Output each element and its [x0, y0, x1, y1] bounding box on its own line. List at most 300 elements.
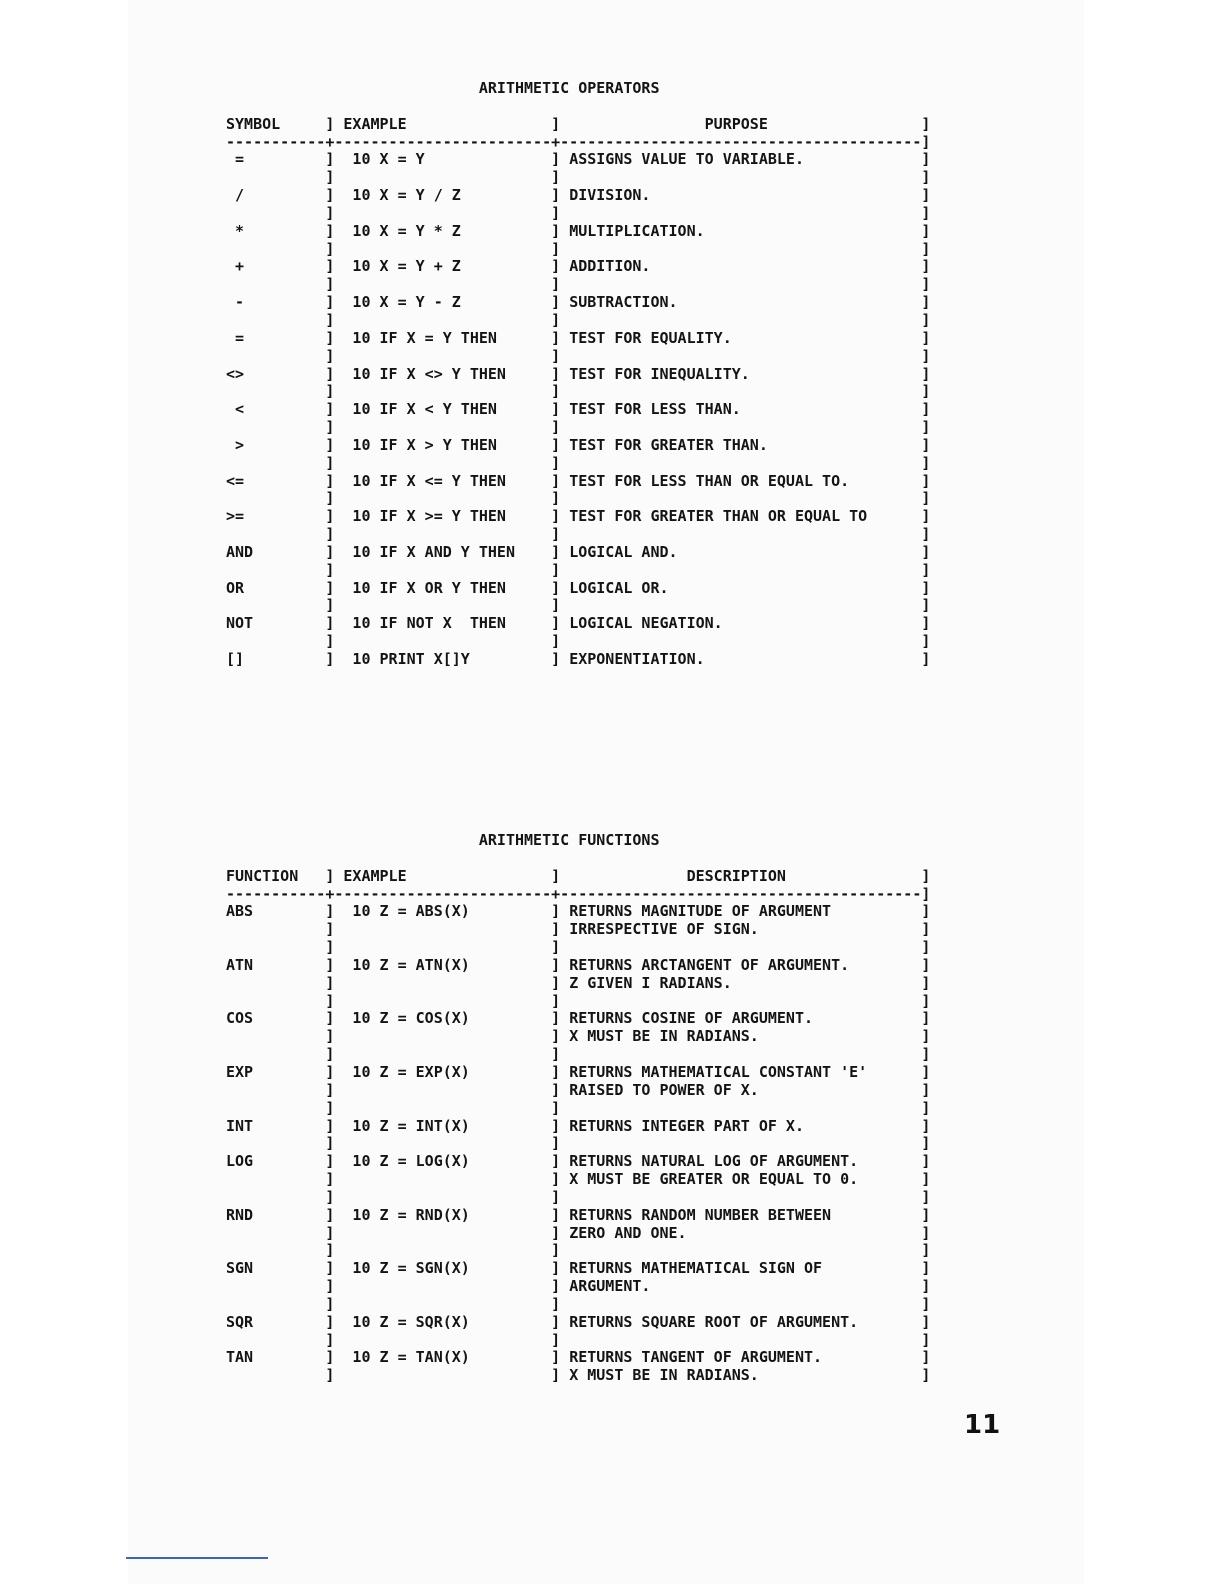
symbol-cell: SGN: [226, 1259, 317, 1278]
table-header-row: [226, 115, 930, 133]
column-separator: ]: [921, 239, 931, 258]
table-row: [226, 1063, 930, 1099]
description-cell: RETURNS MATHEMATICAL SIGN OF: [569, 1259, 913, 1278]
column-separator: ]: [921, 920, 931, 939]
table-row: [226, 1313, 930, 1331]
symbol-cell: OR: [226, 578, 317, 597]
table-row: [226, 186, 930, 204]
symbol-cell: NOT: [226, 614, 317, 633]
column-separator: ]: [551, 1080, 561, 1099]
row-spacer: [226, 1295, 930, 1313]
column-separator: ]: [325, 239, 335, 258]
table-row: [226, 1259, 930, 1295]
column-separator: ]: [921, 453, 931, 472]
row-spacer: [226, 1331, 930, 1349]
column-separator: ]: [325, 1277, 335, 1296]
column-separator: ]: [921, 400, 931, 419]
example-cell: 10 IF X OR Y THEN: [343, 578, 543, 597]
symbol-cell: INT: [226, 1116, 317, 1135]
symbol-cell: >: [226, 435, 317, 454]
column-separator: ]: [551, 1027, 561, 1046]
table-row: [226, 956, 930, 992]
column-separator: ]: [551, 400, 561, 419]
column-separator: ]: [551, 364, 561, 383]
row-spacer: [226, 938, 930, 956]
example-cell: 10 Z = EXP(X): [343, 1062, 543, 1081]
column-separator: ]: [325, 525, 335, 544]
column-separator: ]: [551, 1259, 561, 1278]
table-title-line: [226, 79, 660, 97]
table-row: [226, 614, 930, 632]
column-separator: ]: [921, 902, 931, 921]
column-separator: ]: [551, 114, 561, 133]
example-cell: 10 IF X = Y THEN: [343, 328, 543, 347]
description-cell: RETURNS NATURAL LOG OF ARGUMENT.: [569, 1152, 913, 1171]
description-cell: X MUST BE GREATER OR EQUAL TO 0.: [569, 1170, 913, 1189]
description-cell: SUBTRACTION.: [569, 293, 913, 312]
table-row: [226, 1009, 930, 1045]
description-cell: ADDITION.: [569, 257, 913, 276]
row-spacer: [226, 347, 930, 365]
column-separator: ]: [325, 293, 335, 312]
column-separator: ]: [551, 1098, 561, 1117]
column-separator: ]: [551, 328, 561, 347]
column-separator: ]: [921, 1062, 931, 1081]
row-spacer: [226, 632, 930, 650]
column-separator: ]: [551, 542, 561, 561]
example-cell: 10 IF X <> Y THEN: [343, 364, 543, 383]
page-number: 11: [964, 1410, 1001, 1440]
column-separator: ]: [325, 1259, 335, 1278]
row-spacer: [226, 489, 930, 507]
row-spacer: [226, 418, 930, 436]
column-separator: ]: [551, 150, 561, 169]
symbol-cell: <>: [226, 364, 317, 383]
column-separator: ]: [551, 578, 561, 597]
column-separator: ]: [325, 221, 335, 240]
column-separator: ]: [921, 310, 931, 329]
column-separator: ]: [921, 346, 931, 365]
column-separator: ]: [921, 973, 931, 992]
description-cell: RETURNS INTEGER PART OF X.: [569, 1116, 913, 1135]
example-cell: 10 PRINT X[]Y: [343, 650, 543, 668]
table-row: [226, 400, 930, 418]
example-cell: 10 IF X <= Y THEN: [343, 471, 543, 490]
symbol-cell: =: [226, 150, 317, 169]
symbol-cell: COS: [226, 1009, 317, 1028]
description-cell: ARGUMENT.: [569, 1277, 913, 1296]
column-separator: ]: [551, 239, 561, 258]
column-separator: ]: [551, 632, 561, 651]
column-separator: ]: [325, 1027, 335, 1046]
example-cell: 10 X = Y / Z: [343, 186, 543, 205]
example-cell: 10 Z = LOG(X): [343, 1152, 543, 1171]
column-separator: ]: [325, 1134, 335, 1153]
column-separator: ]: [921, 578, 931, 597]
row-spacer: [226, 1045, 930, 1063]
column-separator: ]: [325, 186, 335, 205]
table-row: [226, 507, 930, 525]
column-header: PURPOSE: [569, 114, 913, 133]
example-cell: 10 Z = ABS(X): [343, 902, 543, 921]
column-separator: ]: [325, 382, 335, 401]
column-separator: ]: [551, 902, 561, 921]
description-cell: TEST FOR GREATER THAN.: [569, 435, 913, 454]
example-cell: 10 X = Y: [343, 150, 543, 169]
column-separator: ]: [325, 542, 335, 561]
column-separator: ]: [325, 507, 335, 526]
header-rule: -----------+------------------------+----------------------------------------]: [226, 132, 931, 151]
column-separator: ]: [551, 293, 561, 312]
description-cell: LOGICAL OR.: [569, 578, 913, 597]
column-separator: ]: [551, 221, 561, 240]
column-separator: ]: [921, 596, 931, 615]
column-separator: ]: [551, 257, 561, 276]
column-separator: ]: [551, 866, 561, 885]
table-title-line: [226, 831, 660, 849]
column-separator: ]: [551, 1223, 561, 1242]
table-row: [226, 365, 930, 383]
column-separator: ]: [325, 310, 335, 329]
column-separator: ]: [325, 471, 335, 490]
column-separator: ]: [551, 1045, 561, 1064]
column-separator: ]: [551, 596, 561, 615]
column-separator: ]: [325, 578, 335, 597]
column-separator: ]: [921, 328, 931, 347]
table-row: [226, 257, 930, 275]
row-spacer: [226, 1188, 930, 1206]
description-cell: LOGICAL AND.: [569, 542, 913, 561]
column-separator: ]: [325, 168, 335, 187]
symbol-cell: =: [226, 328, 317, 347]
column-separator: ]: [325, 1187, 335, 1206]
column-separator: ]: [325, 489, 335, 508]
example-cell: 10 IF X > Y THEN: [343, 435, 543, 454]
column-separator: ]: [921, 471, 931, 490]
column-separator: ]: [325, 364, 335, 383]
column-separator: ]: [551, 1366, 561, 1385]
column-separator: ]: [551, 650, 561, 668]
column-separator: ]: [551, 275, 561, 294]
description-cell: TEST FOR INEQUALITY.: [569, 364, 913, 383]
symbol-cell: >=: [226, 507, 317, 526]
column-header: SYMBOL: [226, 114, 317, 133]
column-separator: ]: [551, 168, 561, 187]
column-separator: ]: [325, 346, 335, 365]
column-separator: ]: [325, 275, 335, 294]
example-cell: 10 Z = ATN(X): [343, 955, 543, 974]
column-separator: ]: [921, 168, 931, 187]
row-spacer: [226, 992, 930, 1010]
column-separator: ]: [921, 1080, 931, 1099]
column-separator: ]: [325, 418, 335, 437]
column-separator: ]: [921, 221, 931, 240]
row-spacer: [226, 561, 930, 579]
column-separator: ]: [921, 203, 931, 222]
symbol-cell: -: [226, 293, 317, 312]
symbol-cell: /: [226, 186, 317, 205]
description-cell: RAISED TO POWER OF X.: [569, 1080, 913, 1099]
example-cell: 10 Z = COS(X): [343, 1009, 543, 1028]
column-separator: ]: [325, 1170, 335, 1189]
column-separator: ]: [551, 471, 561, 490]
table-header-row: [226, 867, 930, 885]
column-header: FUNCTION: [226, 866, 317, 885]
column-separator: ]: [551, 382, 561, 401]
symbol-cell: LOG: [226, 1152, 317, 1171]
column-separator: ]: [921, 1312, 931, 1331]
column-separator: ]: [921, 938, 931, 957]
column-separator: ]: [325, 1366, 335, 1385]
row-spacer: [226, 275, 930, 293]
table-row: [226, 1152, 930, 1188]
column-separator: ]: [325, 866, 335, 885]
symbol-cell: RND: [226, 1205, 317, 1224]
column-separator: ]: [921, 991, 931, 1010]
description-cell: EXPONENTIATION.: [569, 650, 913, 668]
row-spacer: [226, 204, 930, 222]
column-separator: ]: [921, 955, 931, 974]
column-separator: ]: [921, 186, 931, 205]
column-separator: ]: [551, 1330, 561, 1349]
example-cell: 10 X = Y + Z: [343, 257, 543, 276]
row-spacer: [226, 1134, 930, 1152]
row-spacer: [226, 1099, 930, 1117]
column-separator: ]: [921, 114, 931, 133]
column-separator: ]: [551, 489, 561, 508]
table-row: [226, 1206, 930, 1242]
table-row: [226, 650, 930, 668]
column-separator: ]: [921, 866, 931, 885]
column-header: EXAMPLE: [343, 866, 543, 885]
column-separator: ]: [551, 1348, 561, 1367]
column-separator: ]: [325, 560, 335, 579]
column-separator: ]: [325, 614, 335, 633]
example-cell: 10 IF X >= Y THEN: [343, 507, 543, 526]
description-cell: DIVISION.: [569, 186, 913, 205]
column-separator: ]: [551, 453, 561, 472]
column-separator: ]: [325, 1241, 335, 1260]
column-separator: ]: [325, 650, 335, 668]
column-separator: ]: [551, 991, 561, 1010]
column-separator: ]: [325, 1062, 335, 1081]
description-cell: MULTIPLICATION.: [569, 221, 913, 240]
column-separator: ]: [921, 1366, 931, 1385]
column-separator: ]: [921, 1045, 931, 1064]
column-separator: ]: [921, 507, 931, 526]
description-cell: RETURNS RANDOM NUMBER BETWEEN: [569, 1205, 913, 1224]
column-separator: ]: [921, 525, 931, 544]
example-cell: 10 X = Y - Z: [343, 293, 543, 312]
column-separator: ]: [325, 1098, 335, 1117]
column-separator: ]: [551, 1205, 561, 1224]
column-separator: ]: [551, 1187, 561, 1206]
symbol-cell: AND: [226, 542, 317, 561]
table-row: [226, 293, 930, 311]
column-separator: ]: [921, 650, 931, 668]
column-separator: ]: [921, 1348, 931, 1367]
column-separator: ]: [921, 1098, 931, 1117]
column-separator: ]: [325, 973, 335, 992]
row-spacer: [226, 596, 930, 614]
column-separator: ]: [325, 632, 335, 651]
column-separator: ]: [921, 1330, 931, 1349]
table-row: [226, 436, 930, 454]
table-title: ARITHMETIC FUNCTIONS: [478, 831, 660, 849]
column-separator: ]: [551, 1134, 561, 1153]
table-row: [226, 579, 930, 597]
column-separator: ]: [325, 1045, 335, 1064]
description-cell: IRRESPECTIVE OF SIGN.: [569, 920, 913, 939]
description-cell: RETURNS ARCTANGENT OF ARGUMENT.: [569, 955, 913, 974]
column-separator: ]: [921, 275, 931, 294]
description-cell: TEST FOR EQUALITY.: [569, 328, 913, 347]
column-separator: ]: [921, 1152, 931, 1171]
column-separator: ]: [921, 257, 931, 276]
row-spacer: [226, 382, 930, 400]
description-cell: RETURNS MAGNITUDE OF ARGUMENT: [569, 902, 913, 921]
description-cell: X MUST BE IN RADIANS.: [569, 1027, 913, 1046]
column-separator: ]: [921, 435, 931, 454]
table-row: [226, 543, 930, 561]
description-cell: RETURNS SQUARE ROOT OF ARGUMENT.: [569, 1312, 913, 1331]
column-separator: ]: [325, 955, 335, 974]
description-cell: TEST FOR LESS THAN OR EQUAL TO.: [569, 471, 913, 490]
column-separator: ]: [921, 1134, 931, 1153]
column-separator: ]: [325, 114, 335, 133]
symbol-cell: <=: [226, 471, 317, 490]
column-separator: ]: [325, 435, 335, 454]
column-separator: ]: [325, 1348, 335, 1367]
column-separator: ]: [921, 150, 931, 169]
symbol-cell: +: [226, 257, 317, 276]
symbol-cell: TAN: [226, 1348, 317, 1367]
table-row: [226, 902, 930, 938]
column-separator: ]: [921, 1259, 931, 1278]
column-separator: ]: [551, 1277, 561, 1296]
column-separator: ]: [551, 1241, 561, 1260]
row-spacer: [226, 1241, 930, 1259]
column-separator: ]: [921, 1009, 931, 1028]
symbol-cell: <: [226, 400, 317, 419]
column-separator: ]: [325, 902, 335, 921]
column-separator: ]: [325, 400, 335, 419]
column-separator: ]: [551, 186, 561, 205]
column-separator: ]: [551, 1170, 561, 1189]
example-cell: 10 Z = SQR(X): [343, 1312, 543, 1331]
column-separator: ]: [551, 560, 561, 579]
column-separator: ]: [325, 1009, 335, 1028]
example-cell: 10 IF X AND Y THEN: [343, 542, 543, 561]
column-separator: ]: [551, 920, 561, 939]
symbol-cell: EXP: [226, 1062, 317, 1081]
row-spacer: [226, 168, 930, 186]
example-cell: 10 IF X < Y THEN: [343, 400, 543, 419]
column-separator: ]: [325, 203, 335, 222]
column-separator: ]: [921, 560, 931, 579]
column-separator: ]: [325, 596, 335, 615]
column-separator: ]: [921, 614, 931, 633]
column-separator: ]: [551, 418, 561, 437]
row-spacer: [226, 525, 930, 543]
column-separator: ]: [551, 614, 561, 633]
column-separator: ]: [325, 1205, 335, 1224]
table-title: ARITHMETIC OPERATORS: [478, 79, 660, 97]
column-separator: ]: [325, 1330, 335, 1349]
column-separator: ]: [551, 973, 561, 992]
description-cell: ASSIGNS VALUE TO VARIABLE.: [569, 150, 913, 169]
column-separator: ]: [921, 1241, 931, 1260]
example-cell: 10 IF NOT X THEN: [343, 614, 543, 633]
description-cell: TEST FOR LESS THAN.: [569, 400, 913, 419]
example-cell: 10 Z = SGN(X): [343, 1259, 543, 1278]
description-cell: ZERO AND ONE.: [569, 1223, 913, 1242]
column-separator: ]: [551, 525, 561, 544]
column-separator: ]: [551, 346, 561, 365]
column-separator: ]: [325, 1080, 335, 1099]
column-separator: ]: [921, 1116, 931, 1135]
table-row: [226, 1117, 930, 1135]
column-separator: ]: [551, 435, 561, 454]
example-cell: 10 Z = RND(X): [343, 1205, 543, 1224]
column-separator: ]: [325, 1294, 335, 1313]
column-separator: ]: [921, 1027, 931, 1046]
example-cell: 10 X = Y * Z: [343, 221, 543, 240]
row-spacer: [226, 454, 930, 472]
column-separator: ]: [551, 938, 561, 957]
description-cell: X MUST BE IN RADIANS.: [569, 1366, 913, 1385]
column-separator: ]: [551, 203, 561, 222]
arithmetic-functions-table: [226, 832, 930, 1385]
column-separator: ]: [921, 542, 931, 561]
header-rule: -----------+------------------------+----------------------------------------]: [226, 884, 931, 903]
column-separator: ]: [551, 507, 561, 526]
column-separator: ]: [921, 1277, 931, 1296]
column-separator: ]: [325, 920, 335, 939]
column-separator: ]: [921, 1187, 931, 1206]
column-separator: ]: [551, 955, 561, 974]
table-row: [226, 222, 930, 240]
column-separator: ]: [325, 150, 335, 169]
table-row: [226, 472, 930, 490]
description-cell: TEST FOR GREATER THAN OR EQUAL TO: [569, 507, 913, 526]
column-header: DESCRIPTION: [569, 866, 913, 885]
column-separator: ]: [551, 310, 561, 329]
column-separator: ]: [325, 1223, 335, 1242]
arithmetic-operators-table: [226, 80, 930, 669]
description-cell: Z GIVEN I RADIANS.: [569, 973, 913, 992]
column-separator: ]: [551, 1009, 561, 1028]
row-spacer: [226, 311, 930, 329]
example-cell: 10 Z = INT(X): [343, 1116, 543, 1135]
symbol-cell: ATN: [226, 955, 317, 974]
column-separator: ]: [551, 1294, 561, 1313]
column-separator: ]: [921, 364, 931, 383]
column-separator: ]: [325, 1116, 335, 1135]
symbol-cell: []: [226, 650, 317, 668]
table-row: [226, 1348, 930, 1384]
column-separator: ]: [325, 1312, 335, 1331]
column-separator: ]: [921, 293, 931, 312]
description-cell: RETURNS MATHEMATICAL CONSTANT 'E': [569, 1062, 913, 1081]
column-separator: ]: [921, 1223, 931, 1242]
column-separator: ]: [325, 938, 335, 957]
symbol-cell: *: [226, 221, 317, 240]
column-separator: ]: [921, 632, 931, 651]
column-separator: ]: [325, 453, 335, 472]
symbol-cell: ABS: [226, 902, 317, 921]
footnote-rule: [126, 1557, 268, 1559]
